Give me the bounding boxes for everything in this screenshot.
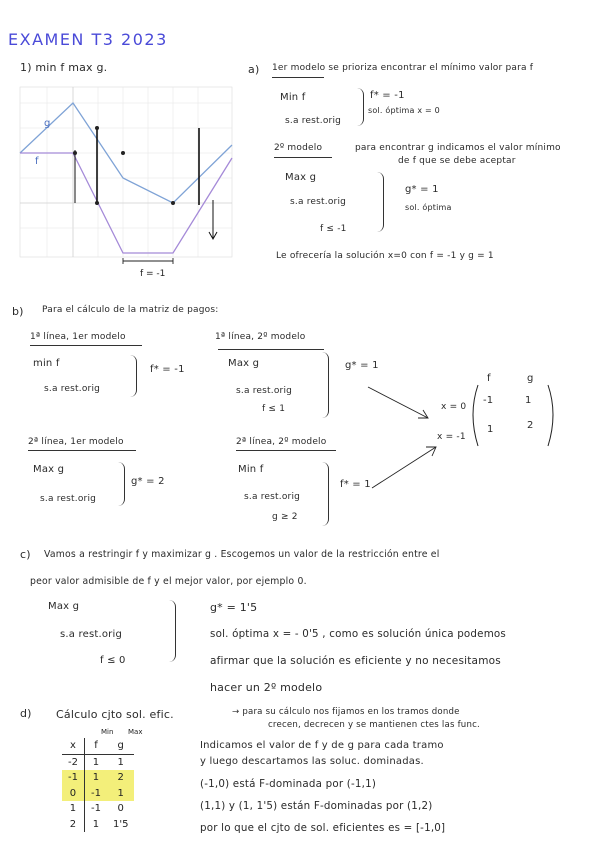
- table-header-g: g: [107, 738, 134, 754]
- b-p11-l1: min f: [33, 358, 60, 369]
- b-p22-title: 2ª línea, 2º modelo: [236, 437, 327, 447]
- table-row: 2 1 1'5: [62, 817, 134, 833]
- efficiency-table: [62, 738, 134, 832]
- d-max-label: Max: [128, 728, 143, 736]
- d-text-4: (1,1) y (1, 1'5) están F-dominadas por (1,2): [200, 800, 433, 812]
- graph-bracket-label: f = -1: [140, 269, 166, 279]
- a-m1-st: s.a rest.orig: [285, 116, 342, 126]
- b-p12-l3: f ≤ 1: [262, 404, 286, 414]
- a-m1-sol: sol. óptima x = 0: [368, 106, 440, 115]
- matrix-cell-2-1: 1: [487, 424, 494, 435]
- d-text-2: y luego descartamos las soluc. dominadas.: [200, 756, 424, 767]
- a-m2-sol: sol. óptima: [405, 203, 452, 212]
- c-line2: peor valor admisible de f y el mejor valor, por ejemplo 0.: [30, 576, 307, 587]
- table-header-f: f: [84, 738, 106, 754]
- b-p11-l2: s.a rest.orig: [44, 384, 101, 394]
- b-letter: b): [12, 305, 24, 318]
- d-arrow-text: → para su cálculo nos fijamos en los tramos donde: [232, 707, 460, 717]
- a-m2-st: s.a rest.orig: [290, 197, 347, 207]
- a-m1-fstar: f* = -1: [370, 90, 405, 101]
- table-row: -2 1 1: [62, 754, 134, 770]
- d-min-label: Min: [101, 728, 114, 736]
- a-letter: a): [248, 63, 260, 76]
- point-f-x-1: [95, 201, 99, 205]
- b-p21-res: g* = 2: [131, 476, 165, 487]
- b-p11-res: f* = -1: [150, 364, 185, 375]
- table-row: 1 -1 0: [62, 801, 134, 817]
- matrix-col-f: f: [487, 373, 491, 384]
- b-p12-l2: s.a rest.orig: [236, 386, 293, 396]
- c-cons: f ≤ 0: [100, 655, 126, 666]
- d-text-1: Indicamos el valor de f y de g para cada tramo: [200, 740, 444, 751]
- b-p22-l3: g ≥ 2: [272, 512, 298, 522]
- a-m2-gstar: g* = 1: [405, 184, 439, 195]
- b-p21-title: 2ª línea, 1er modelo: [28, 437, 124, 447]
- c-line1: Vamos a restringir f y maximizar g . Escogemos un valor de la restricción entre el: [44, 549, 440, 560]
- c-gstar: g* = 1'5: [210, 601, 258, 614]
- a-m2-cons: f ≤ -1: [320, 224, 347, 234]
- a-m2-text: para encontrar g indicamos el valor mínimo: [355, 143, 561, 153]
- d-letter: d): [20, 707, 32, 720]
- matrix-cell-1-1: -1: [483, 395, 494, 406]
- b-p21-l2: s.a rest.orig: [40, 494, 97, 504]
- matrix-row1-label: x = 0: [441, 402, 467, 412]
- table-row-highlighted: -1 1 2: [62, 770, 134, 786]
- c-st: s.a rest.orig: [60, 629, 123, 640]
- a-m2-max: Max g: [285, 172, 317, 183]
- table-row-highlighted: 0 -1 1: [62, 786, 134, 802]
- b-p11-title: 1ª línea, 1er modelo: [30, 332, 126, 342]
- a-m2-label: 2º modelo: [274, 143, 323, 153]
- graph-label-g: g: [44, 118, 51, 129]
- point-x0-b: [121, 151, 125, 155]
- c-line4: hacer un 2º modelo: [210, 681, 323, 694]
- b-p12-res: g* = 1: [345, 360, 379, 371]
- b-p22-l2: s.a rest.orig: [244, 492, 301, 502]
- matrix-col-g: g: [527, 373, 534, 384]
- d-heading: Cálculo cjto sol. efic.: [56, 708, 174, 721]
- graph-grid: [20, 87, 232, 257]
- c-line3: afirmar que la solución es eficiente y no necesitamos: [210, 655, 501, 667]
- point-x1: [171, 201, 175, 205]
- c-sol: sol. óptima x = - 0'5 , como es solución única podemos: [210, 628, 506, 640]
- bracket-under-graph: [123, 258, 173, 264]
- a-heading: 1er modelo se prioriza encontrar el mínimo valor para f: [272, 63, 534, 73]
- point-g-x-1: [95, 126, 99, 130]
- b-p22-l1: Min f: [238, 464, 264, 475]
- b-p21-l1: Max g: [33, 464, 65, 475]
- exam-title: EXAMEN T3 2023: [8, 30, 168, 49]
- table-header-x: x: [62, 738, 84, 754]
- matrix-row2-label: x = -1: [437, 432, 466, 442]
- a-m1-min: Min f: [280, 92, 306, 103]
- b-heading: Para el cálculo de la matriz de pagos:: [42, 305, 219, 315]
- b-p22-res: f* = 1: [340, 479, 371, 490]
- point-x0: [73, 151, 77, 155]
- matrix-cell-2-2: 2: [527, 420, 534, 431]
- d-text-3: (-1,0) está F-dominada por (-1,1): [200, 778, 377, 790]
- c-letter: c): [20, 548, 31, 561]
- d-text-5: por lo que el cjto de sol. eficientes es = [-1,0]: [200, 822, 446, 834]
- matrix-cell-1-2: 1: [525, 395, 532, 406]
- a-conclusion: Le ofrecería la solución x=0 con f = -1 y g = 1: [276, 251, 494, 261]
- graph-label-f: f: [35, 156, 39, 167]
- b-p12-l1: Max g: [228, 358, 260, 369]
- d-arrow-text2: crecen, decrecen y se mantienen ctes las func.: [268, 720, 480, 730]
- a-m2-text2: de f que se debe aceptar: [398, 156, 516, 166]
- question-1: 1) min f max g.: [20, 61, 108, 74]
- c-max: Max g: [48, 601, 80, 612]
- b-p12-title: 1ª línea, 2º modelo: [215, 332, 306, 342]
- down-arrow-icon: [209, 200, 217, 239]
